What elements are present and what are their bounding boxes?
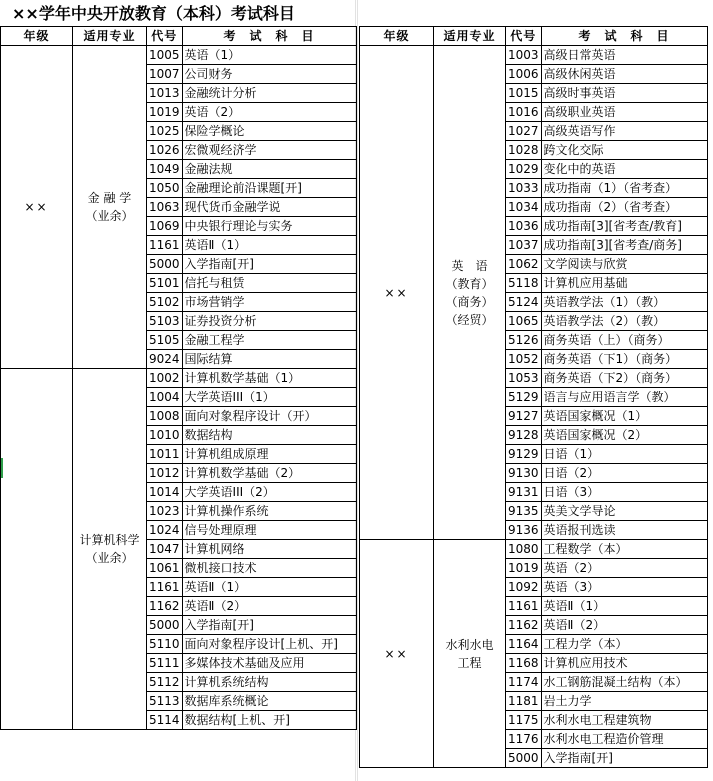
course-code: 1025 [147,122,183,141]
table-row [1,46,357,65]
course-subject: 英语Ⅱ（2） [182,597,356,616]
table-row [1,369,357,388]
course-code: 5111 [147,654,183,673]
grade-cell: ×× [360,46,434,540]
course-code: 9135 [506,502,542,521]
course-code: 1023 [147,502,183,521]
course-subject: 信号处理原理 [182,521,356,540]
course-code: 1024 [147,521,183,540]
course-subject: 信托与租赁 [182,274,356,293]
course-code: 1174 [506,673,542,692]
course-code: 1181 [506,692,542,711]
major-cell [434,46,506,540]
course-subject: 高级时事英语 [541,84,707,103]
course-code: 1016 [506,103,542,122]
course-code: 5000 [147,255,183,274]
course-code: 1019 [147,103,183,122]
course-subject: 英语教学法（1）（教） [541,293,707,312]
course-code: 1002 [147,369,183,388]
course-code: 1003 [506,46,542,65]
course-subject: 现代货币金融学说 [182,198,356,217]
course-code: 1015 [506,84,542,103]
course-code: 1027 [506,122,542,141]
course-code: 9131 [506,483,542,502]
course-code: 1161 [506,597,542,616]
course-subject: 计算机数学基础（2） [182,464,356,483]
course-code: 1162 [506,616,542,635]
table-row [360,540,708,559]
course-code: 1010 [147,426,183,445]
major-line: （业余） [85,209,134,223]
course-subject: 文学阅读与欣赏 [541,255,707,274]
course-subject: 计算机组成原理 [182,445,356,464]
course-code: 1033 [506,179,542,198]
course-subject: 高级日常英语 [541,46,707,65]
table-row [360,46,708,65]
course-code: 1007 [147,65,183,84]
course-code: 5112 [147,673,183,692]
course-code: 1069 [147,217,183,236]
course-subject: 变化中的英语 [541,160,707,179]
header-code: 代号 [147,27,183,46]
course-subject: 数据结构[上机、开] [182,711,356,730]
course-subject: 英语（3） [541,578,707,597]
course-code: 1047 [147,540,183,559]
course-code: 1161 [147,236,183,255]
course-code: 1161 [147,578,183,597]
course-subject: 成功指南[3][省考查/教育] [541,217,707,236]
course-subject: 英语教学法（2）（教） [541,312,707,331]
course-code: 1049 [147,160,183,179]
course-code: 1012 [147,464,183,483]
course-subject: 英语Ⅱ（2） [541,616,707,635]
course-subject: 商务英语（上）（商务） [541,331,707,350]
course-code: 1080 [506,540,542,559]
course-subject: 中央银行理论与实务 [182,217,356,236]
course-subject: 计算机系统结构 [182,673,356,692]
course-code: 9130 [506,464,542,483]
course-subject: 商务英语（下2）（商务） [541,369,707,388]
grade-cell: ×× [1,46,73,369]
course-subject: 商务英语（下1）（商务） [541,350,707,369]
course-code: 1008 [147,407,183,426]
course-code: 1175 [506,711,542,730]
course-subject: 工程数学（本） [541,540,707,559]
course-code: 5113 [147,692,183,711]
course-code: 1004 [147,388,183,407]
course-code: 1168 [506,654,542,673]
course-subject: 金融理论前沿课题[开] [182,179,356,198]
course-code: 5129 [506,388,542,407]
course-code: 9129 [506,445,542,464]
course-code: 5103 [147,312,183,331]
course-subject: 日语（1） [541,445,707,464]
course-code: 1026 [147,141,183,160]
header-subject: 考 试 科 目 [182,27,356,46]
course-subject: 成功指南[3][省考查/商务] [541,236,707,255]
course-code: 5118 [506,274,542,293]
course-code: 1062 [506,255,542,274]
course-code: 1162 [147,597,183,616]
course-code: 5114 [147,711,183,730]
course-code: 1063 [147,198,183,217]
course-subject: 面向对象程序设计[上机、开] [182,635,356,654]
course-subject: 英语（2） [182,103,356,122]
course-code: 5101 [147,274,183,293]
course-subject: 高级休闲英语 [541,65,707,84]
course-code: 1053 [506,369,542,388]
major-cell [73,46,147,369]
course-code: 5105 [147,331,183,350]
course-subject: 语言与应用语言学（教） [541,388,707,407]
course-code: 1164 [506,635,542,654]
major-line: 工程 [457,655,482,670]
course-code: 9127 [506,407,542,426]
course-subject: 多媒体技术基础及应用 [182,654,356,673]
course-code: 1037 [506,236,542,255]
course-code: 5102 [147,293,183,312]
course-code: 1013 [147,84,183,103]
course-code: 5000 [506,749,542,768]
course-code: 1036 [506,217,542,236]
course-code: 1019 [506,559,542,578]
major-cell [434,540,506,768]
major-line: （经贸） [445,312,494,327]
course-subject: 高级职业英语 [541,103,707,122]
course-subject: 英语（2） [541,559,707,578]
course-subject: 面向对象程序设计（开） [182,407,356,426]
course-subject: 计算机操作系统 [182,502,356,521]
course-subject: 英语报刊选读 [541,521,707,540]
course-code: 1014 [147,483,183,502]
header-code: 代号 [506,27,542,46]
course-subject: 高级英语写作 [541,122,707,141]
course-subject: 英语国家概况（2） [541,426,707,445]
course-subject: 数据结构 [182,426,356,445]
course-subject: 英美文学导论 [541,502,707,521]
course-code: 1052 [506,350,542,369]
course-subject: 英语Ⅱ（1） [182,578,356,597]
header-grade: 年级 [360,27,434,46]
course-subject: 公司财务 [182,65,356,84]
course-subject: 入学指南[开] [541,749,707,768]
course-subject: 计算机应用基础 [541,274,707,293]
course-subject: 计算机数学基础（1） [182,369,356,388]
course-code: 1029 [506,160,542,179]
course-subject: 市场营销学 [182,293,356,312]
course-subject: 英语Ⅱ（1） [182,236,356,255]
course-subject: 金融法规 [182,160,356,179]
course-subject: 大学英语III（2） [182,483,356,502]
course-subject: 计算机网络 [182,540,356,559]
course-code: 5126 [506,331,542,350]
course-subject: 水利水电工程建筑物 [541,711,707,730]
course-subject: 入学指南[开] [182,616,356,635]
course-subject: 金融统计分析 [182,84,356,103]
major-line: 英 语 [451,258,488,273]
course-subject: 英语Ⅱ（1） [541,597,707,616]
course-subject: 英语（1） [182,46,356,65]
major-line: 金 融 学 [87,191,132,205]
header-major: 适用专业 [73,27,147,46]
exam-table-left [0,26,357,730]
course-subject: 计算机应用技术 [541,654,707,673]
course-subject: 金融工程学 [182,331,356,350]
header-major: 适用专业 [434,27,506,46]
course-code: 1050 [147,179,183,198]
course-code: 9136 [506,521,542,540]
course-code: 5000 [147,616,183,635]
major-line: 水利水电 [445,637,494,652]
course-code: 5124 [506,293,542,312]
major-line: 计算机科学 [79,533,140,547]
course-code: 1034 [506,198,542,217]
major-line: （教育） [445,276,494,291]
course-code: 1065 [506,312,542,331]
course-code: 9128 [506,426,542,445]
course-subject: 英语国家概况（1） [541,407,707,426]
course-code: 1006 [506,65,542,84]
course-subject: 日语（3） [541,483,707,502]
course-subject: 工程力学（本） [541,635,707,654]
course-code: 1005 [147,46,183,65]
major-line: （业余） [85,551,134,565]
course-subject: 成功指南（1）（省考查） [541,179,707,198]
course-code: 1092 [506,578,542,597]
course-subject: 入学指南[开] [182,255,356,274]
course-subject: 岩土力学 [541,692,707,711]
course-subject: 数据库系统概论 [182,692,356,711]
course-code: 1176 [506,730,542,749]
course-code: 9024 [147,350,183,369]
major-line: （商务） [445,294,494,309]
course-code: 1061 [147,559,183,578]
course-code: 1011 [147,445,183,464]
course-subject: 宏微观经济学 [182,141,356,160]
grade-cell: ×× [360,540,434,768]
course-code: 1028 [506,141,542,160]
course-subject: 证券投资分析 [182,312,356,331]
header-subject: 考 试 科 目 [541,27,707,46]
course-subject: 国际结算 [182,350,356,369]
course-code: 5110 [147,635,183,654]
grade-cell [1,369,73,730]
header-row [360,27,708,46]
course-subject: 微机接口技术 [182,559,356,578]
course-subject: 成功指南（2）（省考查） [541,198,707,217]
course-subject: 水工钢筋混凝土结构（本） [541,673,707,692]
exam-table-right [359,26,708,768]
sheet-gridline [357,0,358,781]
header-row [1,27,357,46]
course-subject: 跨文化交际 [541,141,707,160]
course-subject: 日语（2） [541,464,707,483]
header-grade: 年级 [1,27,73,46]
course-subject: 大学英语III（1） [182,388,356,407]
course-subject: 水利水电工程造价管理 [541,730,707,749]
course-subject: 保险学概论 [182,122,356,141]
page-title: ××学年中央开放教育（本科）考试科目 [12,4,295,23]
major-cell [73,369,147,730]
